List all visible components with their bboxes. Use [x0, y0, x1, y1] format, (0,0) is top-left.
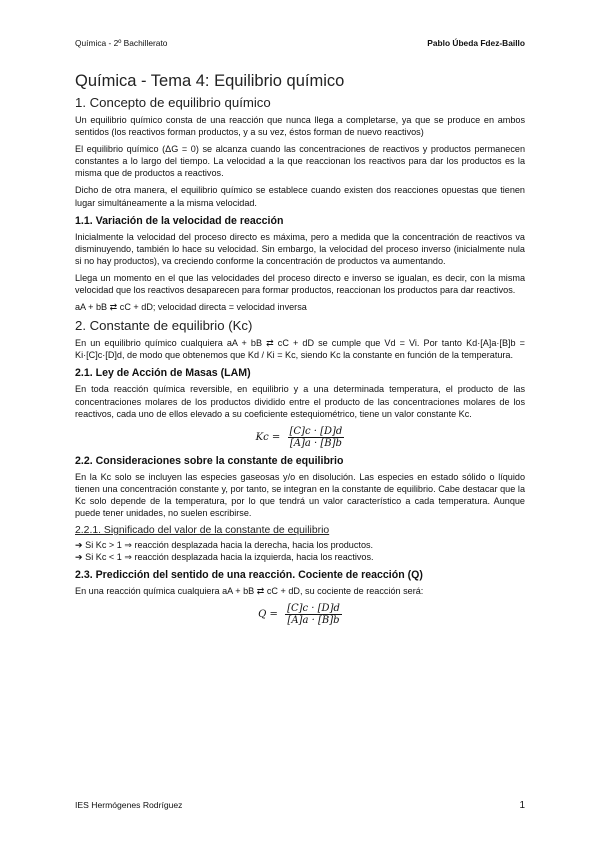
bullet-kc-less: ➔ Si Kc < 1 ⇒ reacción desplazada hacia la izquierda, hacia los reactivos.: [75, 552, 374, 563]
section-1-paragraph-3: Dicho de otra manera, el equilibrio químico se establece cuando existen dos reacciones opuestas que tienen lugar simultáneamente a la misma velocidad.: [75, 185, 525, 208]
section-2-2-heading: 2.2. Consideraciones sobre la constante de equilibrio: [75, 454, 344, 467]
footer-school: IES Hermógenes Rodríguez: [75, 800, 183, 810]
header-author: Pablo Úbeda Fdez-Baillo: [427, 38, 525, 48]
page-number: 1: [519, 800, 525, 811]
kc-equation: [75, 426, 525, 449]
kc-equation-numerator: [C]c · [D]d: [289, 425, 343, 437]
bullet-kc-greater: ➔ Si Kc > 1 ⇒ reacción desplazada hacia la derecha, hacia los productos.: [75, 540, 374, 551]
section-1-heading: 1. Concepto de equilibrio químico: [75, 95, 271, 110]
document-body: [75, 72, 525, 632]
kc-equation-denominator: [A]a · [B]b: [289, 437, 342, 449]
section-2-3-paragraph-1: En una reacción química cualquiera aA + bB ⇄ cC + dD, su cociente de reacción será:: [75, 586, 424, 597]
header-subject: Química - 2º Bachillerato: [75, 38, 168, 48]
section-1-1-paragraph-3: aA + bB ⇄ cC + dD; velocidad directa = velocidad inversa: [75, 302, 307, 313]
page-title: Química - Tema 4: Equilibrio químico: [75, 72, 345, 90]
section-1-1-heading: 1.1. Variación de la velocidad de reacción: [75, 214, 284, 227]
q-equation-denominator: [A]a · [B]b: [287, 615, 340, 627]
q-equation-lhs: Q =: [258, 609, 278, 621]
section-2-1-paragraph-1: En toda reacción química reversible, en equilibrio y a una determinada temperatura, el producto de las concentraciones molares de los productos dividido entre el producto de las concentraciones molares de los reactivos, cada uno de ellos elevado a su coeficiente estequiométrico, tiene un valor constante Kc.: [75, 384, 525, 419]
q-equation: [75, 603, 525, 626]
section-2-2-paragraph-1: En la Kc solo se incluyen las especies gaseosas y/o en disolución. Las especies en estado sólido o líquido tienen una concentración constante y, por tanto, se integran en la constante de equilibrio. Cabe destacar que la Kc solo depende de la temperatura, por lo que tendrá un valor característico a cada temperatura. Aunque puede tener unidades, no suelen escribirse.: [75, 471, 525, 518]
section-2-paragraph-1: En un equilibrio químico cualquiera aA + bB ⇄ cC + dD se cumple que Vd = Vi. Por tanto Kd·[A]a·[B]b = Ki·[C]c·[D]d, de modo que obtenemos que Kd / Ki = Kc, siendo Kc la constante en función de la temperatura.: [75, 338, 525, 361]
kc-equation-lhs: Kc =: [255, 431, 281, 443]
section-2-1-heading: 2.1. Ley de Acción de Masas (LAM): [75, 367, 251, 380]
section-2-heading: 2. Constante de equilibrio (Kc): [75, 318, 253, 334]
q-equation-numerator: [C]c · [D]d: [287, 603, 340, 615]
section-1-1-paragraph-1: Inicialmente la velocidad del proceso directo es máxima, pero a medida que la concentración de reactivos va disminuyendo, también lo hace su velocidad. Sin embargo, la velocidad del proceso inverso (inicialmente nula si no hay productos), va creciendo conforme la concentración de productos va aumentando.: [75, 231, 525, 266]
section-1-1-paragraph-2: Llega un momento en el que las velocidades del proceso directo e inverso se igualan, es decir, con la misma velocidad que los reactivos desaparecen para formar productos, reaccionan los productos para dar reactivos.: [75, 272, 525, 296]
section-2-3-heading: 2.3. Predicción del sentido de una reacción. Cociente de reacción (Q): [75, 569, 423, 582]
section-1-paragraph-2: El equilibrio químico (ΔG = 0) se alcanza cuando las concentraciones de reactivos y productos permanecen constantes a lo largo del tiempo. La velocidad a la que reaccionan los reactivos para dar los productos es la misma que de productos a reactivos.: [75, 144, 525, 179]
section-1-paragraph-1: Un equilibrio químico consta de una reacción que nunca llega a completarse, ya que se produce en ambos sentidos (los reactivos forman productos, y a su vez, éstos forman de nuevo reactivos): [75, 115, 525, 138]
section-2-2-1-heading: 2.2.1. Significado del valor de la constante de equilibrio: [75, 525, 330, 537]
